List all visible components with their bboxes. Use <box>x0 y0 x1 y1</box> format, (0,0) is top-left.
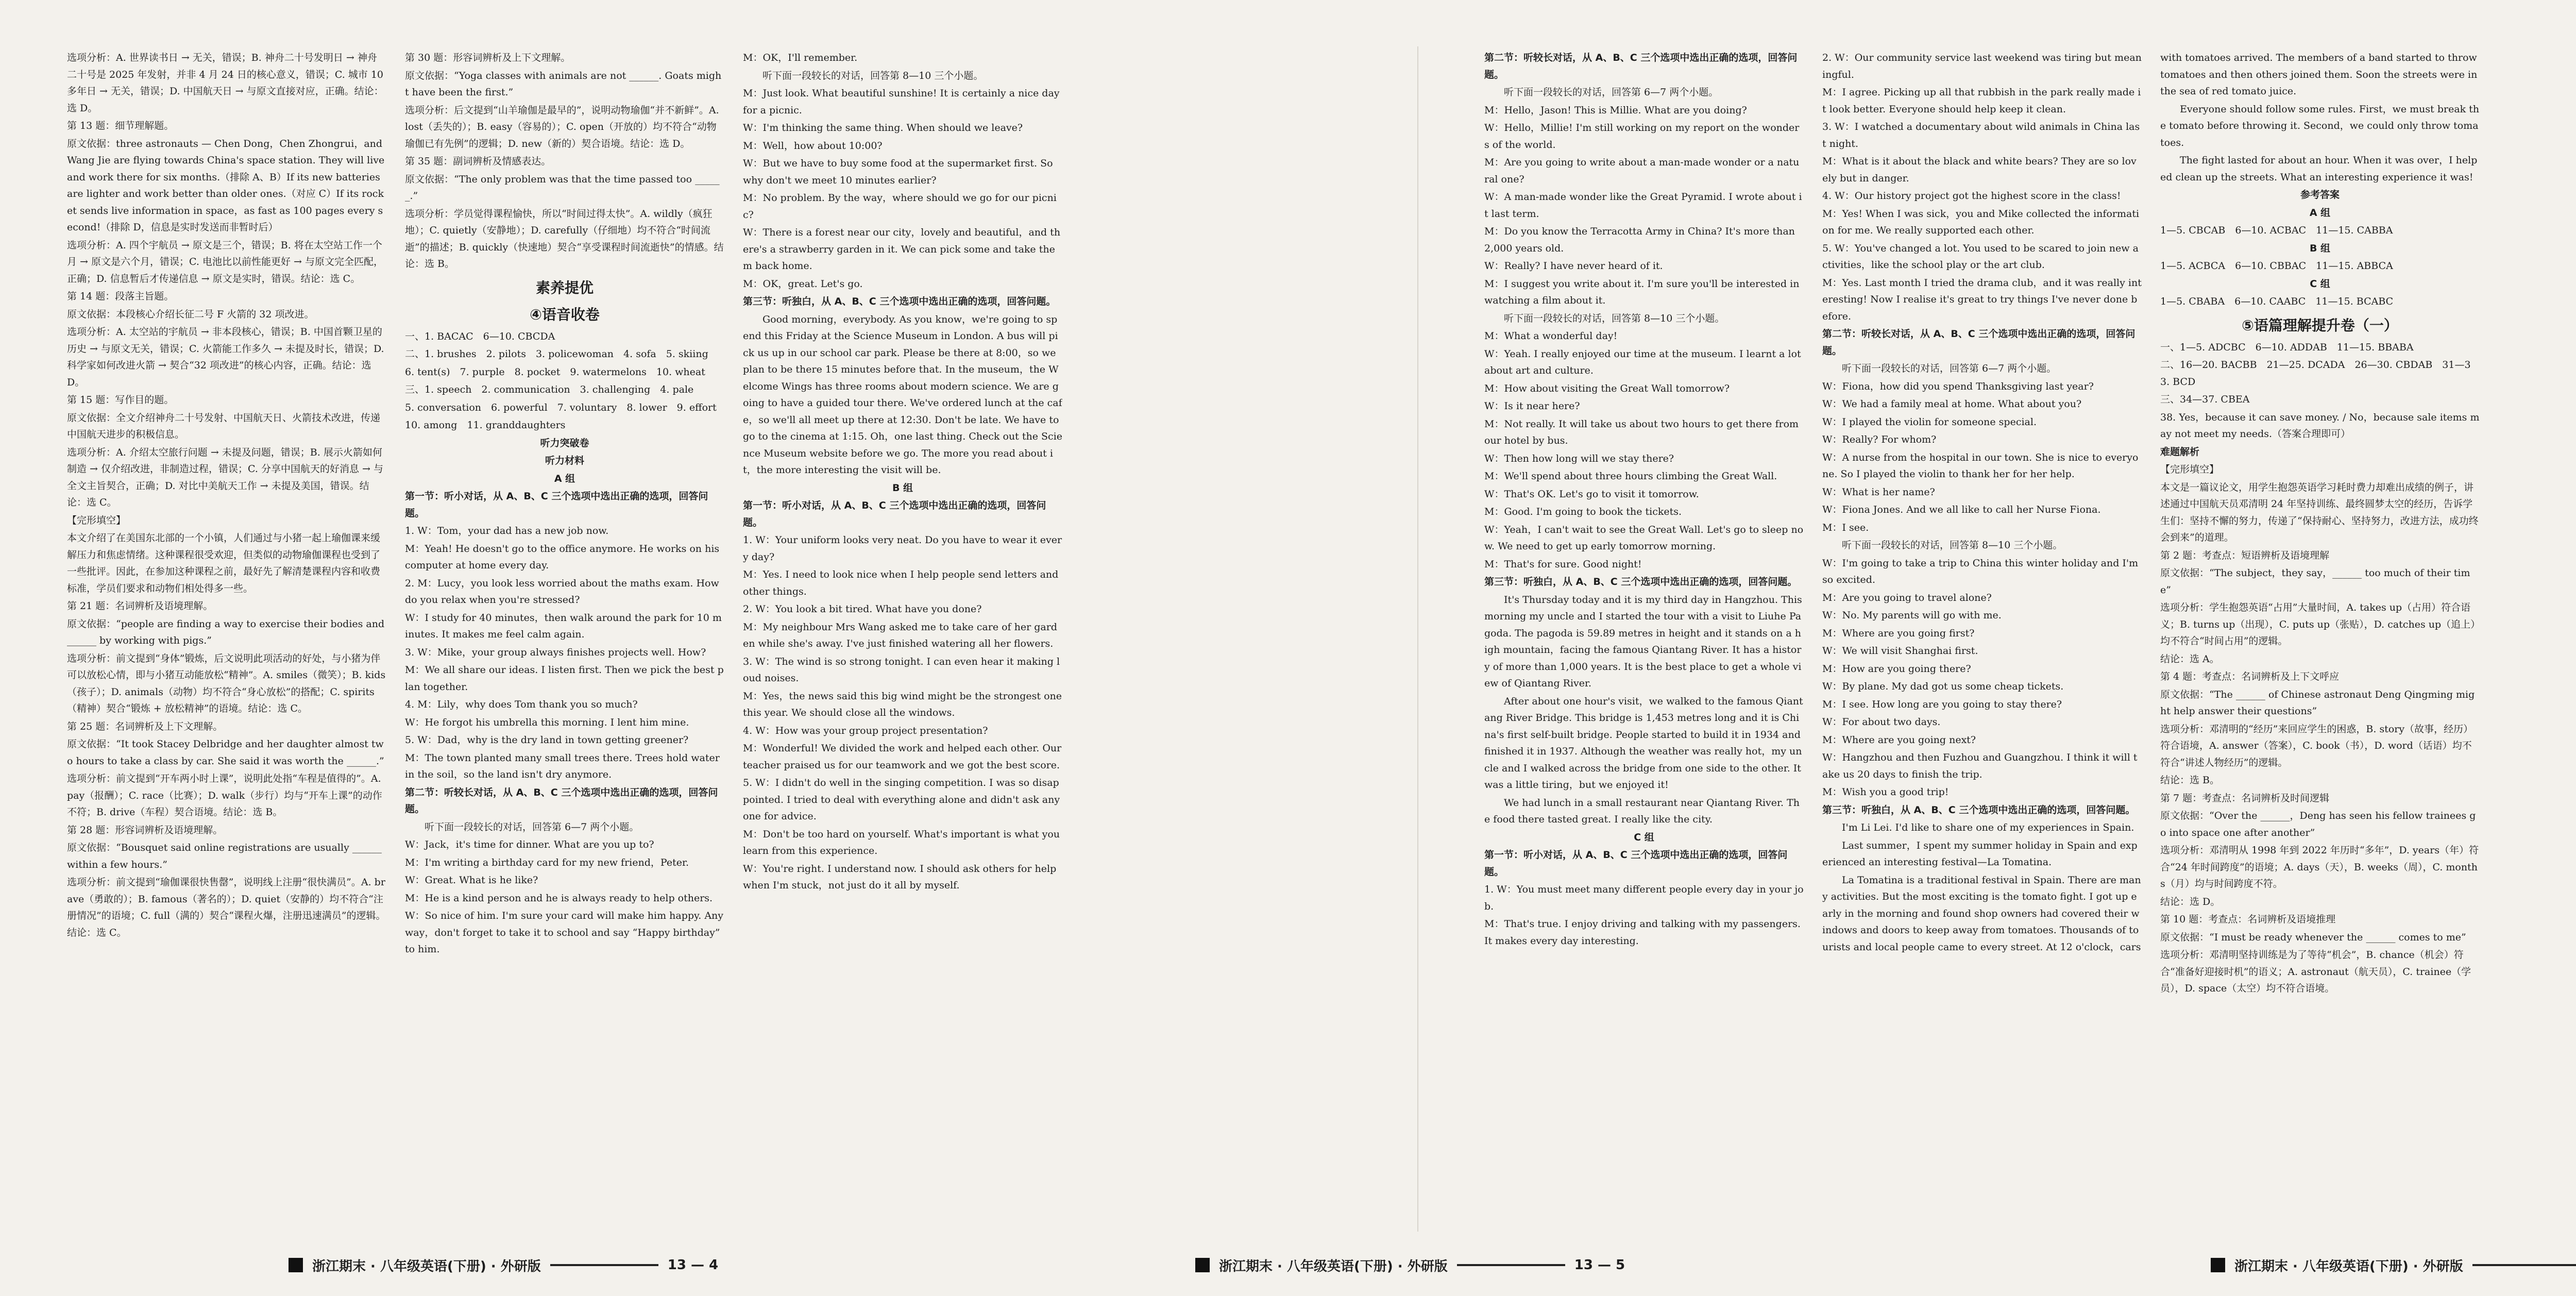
paragraph: 第 14 题：段落主旨题。 <box>67 291 174 302</box>
paragraph: La Tomatina is a traditional festival in Spain. There are many activities. But the most exciting is the tomato fight. I got up early in the morning and found shop owners had covered their windows and doors to keep away from tomatoes. Thousands of tourists and local people came to every street. At 12 o'clock，cars <box>1822 874 2141 953</box>
paragraph: After about one hour's visit，we walked to the famous Qiantang River Bridge. This bridge is 1,453 metres long and it is China's first self-built bridge. People started to build it in 1934 and finished it in 1937. Although the weather was really hot，my uncle and I walked across the bridge from one side to the other. It was a little tiring，but we enjoyed it! <box>1484 695 1803 790</box>
paragraph: W：By plane. My dad got us some cheap tickets. <box>1822 681 2064 692</box>
paragraph: 2. M：Lucy，you look less worried about the maths exam. How do you relax when you're stressed? <box>405 577 719 605</box>
paragraph: 1. W：Tom，your dad has a new job now. <box>405 525 609 536</box>
paragraph: M：That's true. I enjoy driving and talking with my passengers. It makes every day interesting. <box>1484 918 1801 947</box>
column <box>1484 49 1804 1227</box>
paragraph: 4. W：Our history project got the highest score in the class! <box>1822 190 2121 201</box>
paragraph: M：Wish you a good trip! <box>1822 786 1949 798</box>
paragraph: M：That's for sure. Good night! <box>1484 558 1642 570</box>
paragraph: M：I see. How long are you going to stay there? <box>1822 698 2062 710</box>
paragraph: W：There is a forest near our city，lovely and beautiful，and there's a strawberry garden in it. We can pick some and take them back home. <box>743 227 1061 272</box>
paragraph: 选项分析：学生抱怨英语“占用”大量时间，A. takes up（占用）符合语义；B. turns up（出现），C. puts up（张贴），D. catches up（追上）均不符合“时间占用”的逻辑。 <box>2160 602 2476 647</box>
paragraph: 原文依据：“Over the ______，Deng has seen his fellow trainees go into space one after another” <box>2160 810 2476 838</box>
paragraph: M：My neighbour Mrs Wang asked me to take care of her garden while she's away. I've just finished watering all her flowers. <box>743 621 1057 649</box>
paragraph: 第 13 题：细节理解题。 <box>67 120 174 131</box>
paragraph: M：I see. <box>1822 521 1869 533</box>
paragraph: 4. W：How was your group project presentation? <box>743 725 988 736</box>
footer-title: 浙江期末 · 八年级英语(下册) · 外研版 <box>2234 1258 2463 1274</box>
footer-page-number: 13 — 4 <box>667 1257 719 1273</box>
paragraph: 听下面一段较长的对话，回答第 6—7 两个小题。 <box>1504 87 1719 98</box>
section-heading: ⑤语篇理解提升卷（一） <box>2242 316 2398 334</box>
paragraph: 2. W：You look a bit tired. What have you done? <box>743 603 982 615</box>
paragraph: M：Yes. Last month I tried the drama club，and it was really interesting! Now I realise it's great to try things I've never done before. <box>1822 277 2142 322</box>
paragraph: M：OK，great. Let's go. <box>743 278 863 290</box>
paragraph: 第二节：听较长对话，从 A、B、C 三个选项中选出正确的选项，回答问题。 <box>1822 328 2136 357</box>
paragraph: W：A nurse from the hospital in our town. She is nice to everyone. So I played the violin to thank her for her help. <box>1822 451 2139 480</box>
paragraph: 第 30 题：形容词辨析及上下文理解。 <box>405 52 571 63</box>
paragraph: 选项分析：A. 太空站的宇航员 → 非本段核心，错误；B. 中国首颗卫星的历史 → 与原文无关，错误；C. 火箭能工作多久 → 未提及时长，错误；D. 科学家如何改进火箭 → 契合“32 项改进”的核心内容，正确。结论：选 D。 <box>67 326 384 388</box>
paragraph: 原文依据：本段核心介绍长征二号 F 火箭的 32 项改进。 <box>67 308 314 320</box>
section-heading: B 组 <box>892 482 913 494</box>
logo-mark-icon <box>289 1258 303 1272</box>
paragraph: 选项分析：学员觉得课程愉快，所以“时间过得太快”。A. wildly（疯狂地）；C. quietly（安静地）；D. carefully（仔细地）均不符合“时间流逝”的描述；B. quickly（快速地）契合“享受课程时间流逝快”的情感。结论：选 B。 <box>405 208 724 270</box>
paragraph: W：That's OK. Let's go to visit it tomorrow. <box>1484 488 1699 500</box>
paragraph: 第 7 题：考查点：名词辨析及时间逻辑 <box>2160 792 2330 804</box>
paragraph: 结论：选 B。 <box>2160 775 2220 786</box>
column <box>1822 49 2142 1227</box>
paragraph: 第 15 题：写作目的题。 <box>67 394 174 406</box>
paragraph: W：Yeah. I really enjoyed our time at the museum. I learnt a lot about art and culture. <box>1484 348 1801 376</box>
paragraph: 二、16—20. BACBB 21—25. DCADA 26—30. CBDAB 31—33. BCD <box>2160 359 2471 388</box>
paragraph: 6. tent(s) 7. purple 8. pocket 9. watermelons 10. wheat <box>405 366 705 378</box>
column <box>743 49 1062 1227</box>
footer-title: 浙江期末 · 八年级英语(下册) · 外研版 <box>312 1258 541 1274</box>
paragraph: 原文依据：“Yoga classes with animals are not ______. Goats might have been the first.” <box>405 70 722 98</box>
footer-title: 浙江期末 · 八年级英语(下册) · 外研版 <box>1219 1258 1448 1274</box>
column <box>2160 49 2480 1227</box>
paragraph: W：I played the violin for someone special. <box>1822 416 2037 428</box>
paragraph: W：Fiona Jones. And we all like to call her Nurse Fiona. <box>1822 504 2101 515</box>
paragraph: 听下面一段较长的对话，回答第 6—7 两个小题。 <box>425 821 639 833</box>
section-heading: 素养提优 <box>535 279 594 296</box>
section-heading: C 组 <box>1634 831 1654 843</box>
paragraph: M：Where are you going first? <box>1822 627 1975 639</box>
paragraph: M：Do you know the Terracotta Army in China? It's more than 2,000 years old. <box>1484 226 1795 254</box>
columns-left <box>67 49 1397 1227</box>
paragraph: 3. W：I watched a documentary about wild animals in China last night. <box>1822 121 2140 149</box>
paragraph: W：Hello，Millie! I'm still working on my report on the wonders of the world. <box>1484 122 1800 150</box>
paragraph: W：I'm going to take a trip to China this winter holiday and I'm so excited. <box>1822 557 2139 585</box>
paragraph: M：I'm writing a birthday card for my new friend，Peter. <box>405 856 689 868</box>
paragraph: 38. Yes，because it can save money. / No，because sale items may not meet my needs.（答案合理即可） <box>2160 411 2480 440</box>
section-heading: ④语音收卷 <box>530 306 600 323</box>
paragraph: M：Not really. It will take us about two hours to get there from our hotel by bus. <box>1484 418 1799 446</box>
paragraph: 结论：选 A。 <box>2160 653 2219 665</box>
paragraph: W：What is her name? <box>1822 486 1935 498</box>
paragraph: 第一节：听小对话，从 A、B、C 三个选项中选出正确的选项，回答问题。 <box>743 500 1046 528</box>
paragraph: M：I agree. Picking up all that rubbish in the park really made it look better. Everyone should help keep it clean. <box>1822 87 2141 115</box>
paragraph: 二、1. brushes 2. pilots 3. policewoman 4. sofa 5. skiing <box>405 348 708 360</box>
paragraph: M：What is it about the black and white bears? They are so lovely but in danger. <box>1822 156 2137 184</box>
section-heading: C 组 <box>2310 278 2330 290</box>
paragraph: W：Really? I have never heard of it. <box>1484 260 1663 272</box>
paragraph: W：I'm thinking the same thing. When should we leave? <box>743 122 1023 133</box>
paragraph: 一、1. BACAC 6—10. CBCDA <box>405 330 555 342</box>
paragraph: W：Hangzhou and then Fuzhou and Guangzhou. I think it will take us 20 days to finish the trip. <box>1822 752 2138 780</box>
paragraph: W：For about two days. <box>1822 716 1941 728</box>
paragraph: W：But we have to buy some food at the supermarket first. So why don't we meet 10 minutes earlier? <box>743 158 1053 186</box>
paragraph: 听下面一段较长的对话，回答第 8—10 三个小题。 <box>1504 312 1725 324</box>
paragraph: 5. W：Dad，why is the dry land in town getting greener? <box>405 734 689 746</box>
paragraph: 原文依据：“The ______ of Chinese astronaut Deng Qingming might help answer their questions” <box>2160 688 2475 717</box>
paragraph: 原文依据：“The subject，they say，______ too much of their time” <box>2160 567 2470 596</box>
paragraph: M：Just look. What beautiful sunshine! It is certainly a nice day for a picnic. <box>743 88 1060 116</box>
footer-rule <box>550 1264 658 1266</box>
paragraph: 第一节：听小对话，从 A、B、C 三个选项中选出正确的选项，回答问题。 <box>1484 849 1788 878</box>
paragraph: 三、34—37. CBEA <box>2160 394 2250 405</box>
paragraph: 听下面一段较长的对话，回答第 8—10 三个小题。 <box>762 70 984 81</box>
paragraph: 原文依据：全文介绍神舟二十号发射、中国航天日、火箭技术改进，传递中国航天进步的积极信息。 <box>67 412 381 440</box>
section-heading: 听力材料 <box>545 455 584 466</box>
paragraph: 3. W：The wind is so strong tonight. I can even hear it making loud noises. <box>743 655 1060 684</box>
paragraph: 第 10 题：考查点：名词辨析及语境推理 <box>2160 914 2336 925</box>
paragraph: 【完形填空】 <box>67 514 126 526</box>
paragraph: 1. W：You must meet many different people every day in your job. <box>1484 884 1804 912</box>
paragraph: 1—5. CBABA 6—10. CAABC 11—15. BCABC <box>2160 296 2394 307</box>
paragraph: 选项分析：邓清明从 1998 年到 2022 年历时“多年”，D. years（年）符合“24 年时间跨度”的语境；A. days（天），B. weeks（周），C. months（月）均与时间跨度不符。 <box>2160 845 2479 889</box>
paragraph: 选项分析：前文提到“身体”锻炼，后文说明此项活动的好处，与小猪为伴可以放松心情，即与小猪互动能放松“精神”。A. smiles（微笑）；B. kids（孩子）；D. animals（动物）均不符合“身心放松”的搭配；C. spirits（精神）契合“锻炼 + 放松精神”的语境。结论：选 C。 <box>67 652 386 714</box>
logo-mark-icon <box>1195 1258 1210 1272</box>
paragraph: M：OK，I'll remember. <box>743 52 858 63</box>
paragraph: 听下面一段较长的对话，回答第 6—7 两个小题。 <box>1842 363 2057 374</box>
paragraph: M：How about visiting the Great Wall tomorrow? <box>1484 382 1730 394</box>
paragraph: I'm Li Lei. I'd like to share one of my experiences in Spain. <box>1842 822 2134 833</box>
paragraph: 本文介绍了在美国东北部的一个小镇，人们通过与小猪一起上瑜伽课来缓解压力和焦虑情绪。这种课程很受欢迎，但类似的动物瑜伽课程也受到了一些批评。因此，在参加这种课程之前，最好先了解清楚课程内容和收费标准，学员们要求和动物们相处得多一些。 <box>67 532 381 594</box>
paragraph: The fight lasted for about an hour. When it was over，I helped clean up the streets. What an interesting experience it was! <box>2160 155 2478 183</box>
paragraph: M：Yes! When I was sick，you and Mike collected the information for me. We really supported each other. <box>1822 208 2140 236</box>
paragraph: 选项分析：后文提到“山羊瑜伽是最早的”，说明动物瑜伽“并不新鲜”。A. lost（丢失的）；B. easy（容易的）；C. open（开放的）均不符合“动物瑜伽已有先例”的逻辑；D. new（新的）契合语境。结论：选 D。 <box>405 104 719 149</box>
paragraph: 第 25 题：名词辨析及上下文理解。 <box>67 720 223 732</box>
paragraph: M：How are you going there? <box>1822 663 1971 675</box>
paragraph: 选项分析：A. 世界读书日 → 无关，错误；B. 神舟二十号发明日 → 神舟二十号是 2025 年发射，并非 4 月 24 日的核心意义，错误；C. 城市 10 多年日 → 无关，错误；D. 中国航天日 → 与原文直接对应，正确。结论：选 D。 <box>67 52 384 114</box>
paragraph: M：I suggest you write about it. I'm sure you'll be interested in watching a film about it. <box>1484 278 1800 306</box>
paragraph: M：Well，how about 10:00? <box>743 140 883 152</box>
paragraph: 第三节：听独白，从 A、B、C 三个选项中选出正确的选项，回答问题。 <box>1822 804 2136 816</box>
paragraph: 第二节：听较长对话，从 A、B、C 三个选项中选出正确的选项，回答问题。 <box>405 786 718 815</box>
paragraph: 1—5. ACBCA 6—10. CBBAC 11—15. ABBCA <box>2160 260 2393 272</box>
columns-right <box>1484 49 2576 1227</box>
paragraph: 第二节：听较长对话，从 A、B、C 三个选项中选出正确的选项，回答问题。 <box>1484 52 1798 80</box>
paragraph: 5. W：I didn't do well in the singing competition. I was so disappointed. I tried to deal with everything alone and didn't ask anyone for advice. <box>743 777 1060 822</box>
paragraph: W：Then how long will we stay there? <box>1484 452 1674 464</box>
paragraph: M：Yeah! He doesn't go to the office anymore. He works on his computer at home every day. <box>405 543 720 571</box>
paragraph: W：I study for 40 minutes，then walk around the park for 10 minutes. It makes me feel calm again. <box>405 612 722 640</box>
paragraph: 2. W：Our community service last weekend was tiring but meaningful. <box>1822 52 2142 80</box>
paragraph: with tomatoes arrived. The members of a band started to throw tomatoes and then others joined them. Soon the streets were in the sea of red tomato juice. <box>2160 52 2478 97</box>
paragraph: 选项分析：A. 介绍太空旅行问题 → 未提及问题，错误；B. 展示火箭如何制造 → 仅介绍改进，非制造过程，错误；C. 分享中国航天的好消息 → 与全文主旨契合，正确；D. 对比中美航天工作 → 未提及美国，错误。结论：选 C。 <box>67 446 383 508</box>
paragraph: 【完形填空】 <box>2160 464 2219 475</box>
paragraph: 第一节：听小对话，从 A、B、C 三个选项中选出正确的选项，回答问题。 <box>405 491 708 519</box>
paragraph: W：Is it near here? <box>1484 400 1580 412</box>
paragraph: 原文依据：“The only problem was that the time passed too ______.” <box>405 173 720 201</box>
paragraph: W：Really? For whom? <box>1822 434 1937 445</box>
paragraph: M：Don't be too hard on yourself. What's important is what you learn from this experience. <box>743 828 1060 856</box>
paragraph: W：We had a family meal at home. What about you? <box>1822 398 2082 410</box>
page-footer <box>2211 1255 2576 1275</box>
page-footer <box>289 1255 718 1275</box>
paragraph: W：So nice of him. I'm sure your card will make him happy. Anyway，don't forget to take it to school and say “Happy birthday” to him. <box>405 910 724 955</box>
paragraph: W：Fiona，how did you spend Thanksgiving last year? <box>1822 380 2094 392</box>
paragraph: 5. W：You've changed a lot. You used to be scared to join new activities，like the school play or the art club. <box>1822 242 2139 271</box>
paragraph: 第 4 题：考查点：名词辨析及上下文呼应 <box>2160 671 2340 682</box>
paragraph: M：Yes，the news said this big wind might be the strongest one this year. We should close all the windows. <box>743 690 1062 718</box>
section-heading: A 组 <box>554 473 575 484</box>
paragraph: M：What a wonderful day! <box>1484 330 1618 342</box>
page-right <box>1417 0 2576 1296</box>
paragraph: 原文依据：“I must be ready whenever the ______ comes to me” <box>2160 931 2466 943</box>
paragraph: 原文依据：three astronauts — Chen Dong，Chen Zhongrui，and Wang Jie are flying towards China's space station. They will live and work there for six months.（排除 A、B）If its new batteries are lighter and work better than older ones.（对应 C）If its rocket sends live information in space，as fast as 100 pages every second!（排除 D，信息是实时发送而非暂时后） <box>67 138 385 233</box>
paragraph: 1. W：Your uniform looks very neat. Do you have to wear it every day? <box>743 534 1062 563</box>
paragraph: M：Where are you going next? <box>1822 734 1976 746</box>
paragraph: M：We all share our ideas. I listen first. Then we pick the best plan together. <box>405 664 724 693</box>
paragraph: 选项分析：前文提到“开车两小时上课”，说明此处指“车程是值得的”。A. pay（报酬）；C. race（比赛）；D. walk（步行）均与“开车上课”的动作不符；B. drive（车程）契合语境。结论：选 B。 <box>67 773 382 818</box>
paragraph: M：He is a kind person and he is always ready to help others. <box>405 892 713 904</box>
paragraph: 选项分析：前文提到“瑜伽课很快售罄”，说明线上注册“很快满员”。A. brave（勇敢的）；B. famous（著名的）；D. quiet（安静的）均不符合“注册情况”的语境；C. full（满的）契合“课程火爆，注册迅速满员”的逻辑。结论：选 C。 <box>67 877 386 938</box>
paragraph: W：Great. What is he like? <box>405 874 538 886</box>
paragraph: 5. conversation 6. powerful 7. voluntary 8. lower 9. effort <box>405 401 717 413</box>
section-heading: 听力突破卷 <box>540 437 589 449</box>
paragraph: W：You're right. I understand now. I should ask others for help when I'm stuck，not just do it all by myself. <box>743 863 1057 891</box>
paragraph: 难题解析 <box>2160 446 2200 458</box>
paragraph: W：No. My parents will go with me. <box>1822 610 2002 621</box>
paragraph: M：Yes. I need to look nice when I help people send letters and other things. <box>743 569 1059 597</box>
paragraph: 10. among 11. granddaughters <box>405 419 566 431</box>
paragraph: 选项分析：A. 四个宇航员 → 原文是三个，错误；B. 将在太空站工作一个月 → 原文是六个月，错误；C. 电池比以前性能更好 → 与原文完全匹配，正确；D. 信息暂后才传递信息 → 原文是实时，错误。结论：选 C。 <box>67 239 383 284</box>
paragraph: M：Are you going to travel alone? <box>1822 592 1992 603</box>
paragraph: 结论：选 D。 <box>2160 896 2221 907</box>
footer-page-number: 13 — 5 <box>1574 1257 1625 1273</box>
paragraph: 选项分析：邓清明坚持训练是为了等待“机会”，B. chance（机会）符合“准备好迎接时机”的语义；A. astronaut（航天员），C. trainee（学员），D. space（太空）均不符合语境。 <box>2160 949 2471 994</box>
paragraph: 1—5. CBCAB 6—10. ACBAC 11—15. CABBA <box>2160 225 2393 236</box>
footer-rule <box>2472 1264 2576 1266</box>
paragraph: 第三节：听独白，从 A、B、C 三个选项中选出正确的选项，回答问题。 <box>1484 576 1798 587</box>
paragraph: 原文依据：“people are finding a way to exercise their bodies and ______ by working with pigs.” <box>67 618 385 646</box>
paragraph: 第 2 题：考查点：短语辨析及语境理解 <box>2160 549 2330 561</box>
paragraph: 原文依据：“It took Stacey Delbridge and her daughter almost two hours to take a class by car. She said it was worth the ______.” <box>67 738 384 767</box>
paragraph: M：Hello，Jason! This is Millie. What are you doing? <box>1484 104 1747 116</box>
paragraph: W：A man-made wonder like the Great Pyramid. I wrote about it last term. <box>1484 191 1802 220</box>
paragraph: W：We will visit Shanghai first. <box>1822 645 1978 657</box>
paragraph: We had lunch in a small restaurant near Qiantang River. The food there tasted great. I really like the city. <box>1484 797 1800 825</box>
paragraph: 第 35 题：副词辨析及情感表达。 <box>405 156 551 167</box>
paragraph: 原文依据：“Bousquet said online registrations are usually ______ within a few hours.” <box>67 842 382 870</box>
paragraph: 本文是一篇议论文，用学生抱怨英语学习耗时费力却难出成绩的例子，讲述通过中国航天员邓清明 24 年坚持训练、最终圆梦太空的经历，告诉学生们：坚持不懈的努力，传递了“保持耐心、坚持努力，改进方法，成功终会到来”的道理。 <box>2160 481 2479 543</box>
paragraph: Everyone should follow some rules. First，we must break the tomato before throwing it. Second，we could only throw tomatoes. <box>2160 103 2480 148</box>
paragraph: M：Good. I'm going to book the tickets. <box>1484 506 1682 517</box>
section-heading: A 组 <box>2309 207 2331 218</box>
logo-mark-icon <box>2211 1258 2225 1272</box>
column <box>405 49 724 1227</box>
paragraph: M：Are you going to write about a man-made wonder or a natural one? <box>1484 157 1800 185</box>
paragraph: M：We'll spend about three hours climbing the Great Wall. <box>1484 470 1777 482</box>
paragraph: W：Jack，it's time for dinner. What are you up to? <box>405 839 654 850</box>
paragraph: 3. W：Mike，your group always finishes projects well. How? <box>405 646 706 658</box>
section-heading: B 组 <box>2309 242 2331 254</box>
paragraph: It's Thursday today and it is my third day in Hangzhou. This morning my uncle and I started the tour with a visit to Liuhe Pagoda. The pagoda is 59.89 metres in height and it stands on a high mountain，facing the famous Qiantang River. It has a history of more than 1,000 years. It is the best place to get a whole view of Qiantang River. <box>1484 594 1802 689</box>
paragraph: Good morning，everybody. As you know，we're going to spend this Friday at the Science Museum in London. A bus will pick us up in our school car park. Please be there at 8:00，so we plan to be there 15 minutes before that. In the museum，the Welcome Wings has three rooms about modern science. We are going to have a guided tour there. We've ordered lunch at the cafe，so we'll all meet up there at 12:30. Don't be late. We have to go to the cinema at 1:15. Oh，one last thing. Check out the Science Museum website before we go. The more you read about it，the more interesting the visit will be. <box>743 313 1062 476</box>
paragraph: 一、1—5. ADCBC 6—10. ADDAB 11—15. BBABA <box>2160 341 2414 353</box>
column <box>67 49 386 1227</box>
paragraph: Last summer，I spent my summer holiday in Spain and experienced an interesting festival—La Tomatina. <box>1822 839 2138 868</box>
paragraph: M：The town planted many small trees there. Trees hold water in the soil，so the land isn't dry anymore. <box>405 752 720 780</box>
paragraph: 三、1. speech 2. communication 3. challenging 4. pale <box>405 384 694 395</box>
paragraph: W：Yeah，I can't wait to see the Great Wall. Let's go to sleep now. We need to get up early tomorrow morning. <box>1484 524 1804 552</box>
paragraph: 选项分析：邓清明的“经历”来回应学生的困惑，B. story（故事，经历）符合语境，A. answer（答案），C. book（书），D. word（话语）均不符合“讲述人物经历”的逻辑。 <box>2160 723 2473 768</box>
paragraph: M：No problem. By the way，where should we go for our picnic? <box>743 192 1057 221</box>
paragraph: 第三节：听独白，从 A、B、C 三个选项中选出正确的选项，回答问题。 <box>743 296 1056 307</box>
paragraph: W：He forgot his umbrella this morning. I lent him mine. <box>405 716 689 728</box>
section-heading: 参考答案 <box>2300 189 2340 200</box>
paragraph: M：Wonderful! We divided the work and helped each other. Our teacher praised us for our teamwork and we got the best score. <box>743 743 1062 771</box>
paragraph: 第 28 题：形容词辨析及语境理解。 <box>67 824 223 836</box>
paragraph: 第 21 题：名词辨析及语境理解。 <box>67 600 213 612</box>
paragraph: 听下面一段较长的对话，回答第 8—10 三个小题。 <box>1842 540 2063 551</box>
paragraph: 4. M：Lily，why does Tom thank you so much? <box>405 699 638 710</box>
